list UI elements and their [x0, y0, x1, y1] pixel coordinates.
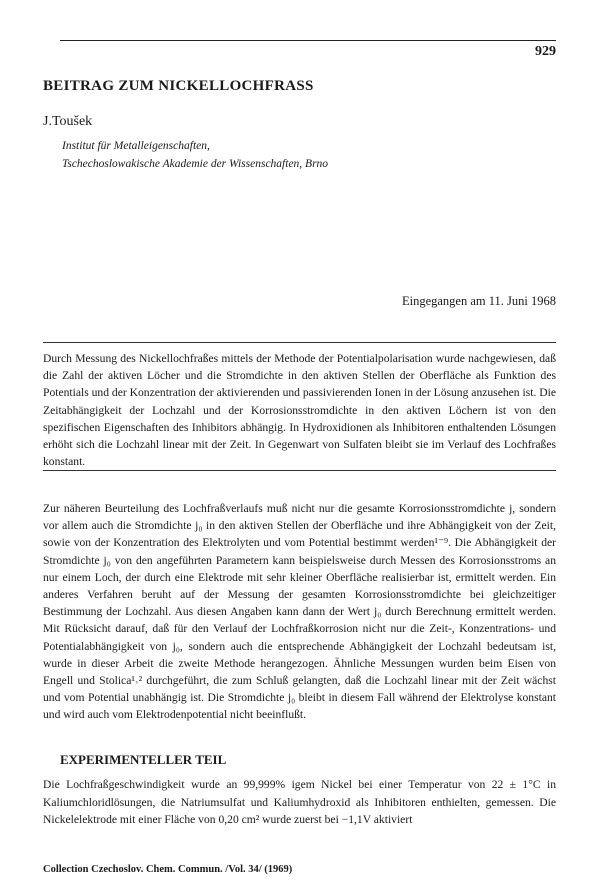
- article-title: BEITRAG ZUM NICKELLOCHFRASS: [43, 78, 314, 94]
- abstract: Durch Messung des Nickellochfraßes mittels der Methode der Potentialpolarisation wurde nachgewiesen, daß die Zahl der aktiven Löcher und die Stromdichte in den aktiven Stellen der Oberfläche als Funktion des Potentials und der Konzentration der aktivierenden und passivierenden Ionen in der Lösung anzusehen ist. Die Zeitabhängigkeit der Lochzahl und der Korrosionsstromdichte in den aktiven Löchern ist von den spezifischen Eigenschaften des Inhibitors abhängig. In Hydroxidionen als Inhibitoren enthaltenden Lösungen erhöht sich die Lochzahl linear mit der Zeit. In Gegenwart von Sulfaten bleibt sie im Verlauf des Lochfraßes konstant.: [43, 352, 556, 469]
- received-date: Eingegangen am 11. Juni 1968: [401, 294, 556, 308]
- abstract-top-rule: [43, 342, 556, 343]
- experimental-paragraph: Die Lochfraßgeschwindigkeit wurde an 99,999% igem Nickel bei einer Temperatur von 22 ± 1°C in Kaliumchloridlösungen, die Natriumsulfat und Kaliumhydroxid als Inhibitoren enthielten, gemessen. Die Nickelelektrode mit einer Fläche von 0,20 cm² wurde zuerst bei −1,1V aktiviert: [43, 778, 556, 827]
- affiliation-line-2: Tschechoslowakische Akademie der Wissenschaften, Brno: [62, 158, 329, 170]
- page-number: 929: [535, 44, 556, 59]
- introduction-paragraph: Zur näheren Beurteilung des Lochfraßverlaufs muß nicht nur die gesamte Korrosionsstromdichte j, sondern vor allem auch die Stromdichte j₀ in den aktiven Stellen der Oberfläche und ihre Abhängigkeit von der Zeit, sowie von der Konzentration des Elektrolyten und vom Potential bestimmt werden¹⁻⁹. Die Abhängigkeit der Stromdichte j₀ von den angeführten Parametern kann beispielsweise durch Messen des Korrosionsstroms an nur einem Loch, der durch eine Elektrode mit sehr kleiner Oberfläche realisierbar ist, ermittelt werden. Ein anderes Verfahren beruht auf der Messung der gesamten Korrosionsstromdichte bei gleichzeitiger Bestimmung der Lochzahl. Aus diesen Angaben kann dann der Wert j₀ durch Berechnung ermittelt werden. Mit Rücksicht darauf, daß für den Verlauf der Lochfraßkorrosion nicht nur die Zeit-, Konzentrations- und Potentialabhängigkeit von j₀, sondern auch die entsprechende Abhängigkeit der Lochzahl bedeutsam ist, wurde in dieser Arbeit die zweite Methode herangezogen. Ähnliche Messungen wurden beim Eisen von Engell und Stolica¹˒² durchgeführt, die zum Schluß gelangten, daß die Lochzahl linear mit der Zeit wächst und vom Potential unabhängig ist. Die Stromdichte j₀ bleibt in diesem Fall während der Elektrolyse konstant und wird auch vom Elektrodenpotential nicht beeinflußt.: [43, 502, 556, 722]
- author-name: J.Toušek: [43, 114, 93, 129]
- section-heading: EXPERIMENTELLER TEIL: [60, 752, 227, 767]
- affiliation: [62, 137, 328, 173]
- affiliation-line-1: Institut für Metalleigenschaften,: [62, 140, 210, 152]
- journal-citation: Collection Czechoslov. Chem. Commun. /Vol. 34/ (1969): [43, 864, 293, 875]
- abstract-bottom-rule: [43, 470, 556, 471]
- header-rule: [60, 40, 556, 41]
